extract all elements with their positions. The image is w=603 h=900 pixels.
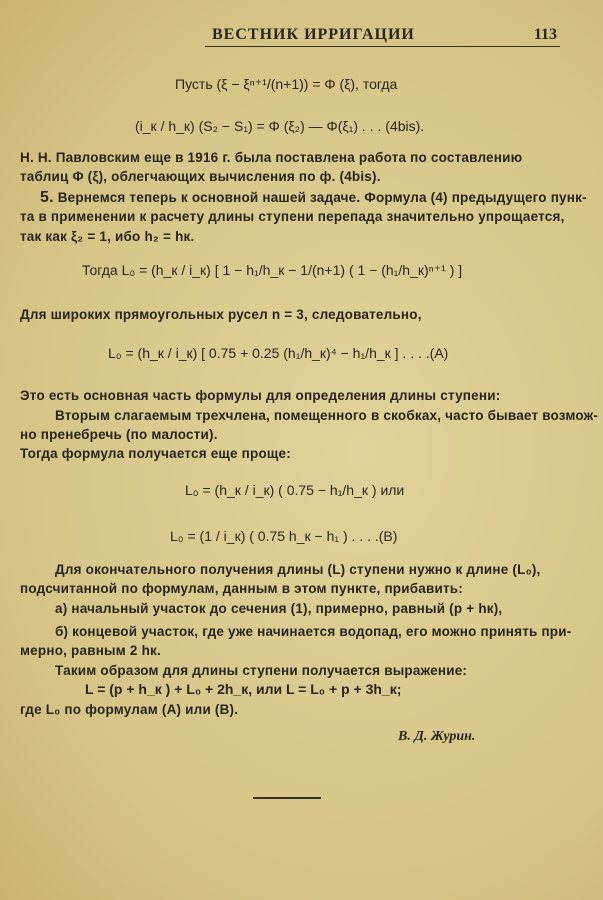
list-item-b: б) концевой участок, где уже начинается водопад, его можно принять при-: [55, 624, 572, 639]
paragraph-line: подсчитанной по формулам, данным в этом пункте, прибавить:: [20, 581, 464, 596]
paragraph-line: 5. Вернемся теперь к основной нашей задаче. Формула (4) предыдущего пунк-: [40, 189, 587, 206]
end-rule: [253, 797, 321, 799]
author-signature: В. Д. Журин.: [398, 729, 476, 744]
paragraph-line: где L₀ по формулам (A) или (B).: [20, 702, 239, 717]
paragraph-line: Тогда формула получается еще проще:: [20, 446, 291, 461]
list-item-a: а) начальный участок до сечения (1), примерно, равный (p + hк),: [55, 601, 503, 616]
paragraph-line: Для окончательного получения длины (L) ступени нужно к длине (L₀),: [55, 562, 541, 577]
paragraph-line: Н. Н. Павловским еще в 1916 г. была поставлена работа по составлению: [20, 150, 523, 165]
formula-l0-general: Тогда L₀ = (h_к / i_к) [ 1 − h₁/h_к − 1/(n+1) ( 1 − (h₁/h_к)ⁿ⁺¹ ) ]: [82, 262, 463, 278]
paragraph-line: та в применении к расчету длины ступени перепада значительно упрощается,: [20, 209, 565, 224]
paragraph-line: Таким образом для длины ступени получается выражение:: [55, 663, 468, 678]
paragraph-line: так как ξ₂ = 1, ибо h₂ = hк.: [20, 229, 195, 244]
formula-total-length: L = (p + h_к ) + L₀ + 2h_к, или L = L₀ + p + 3h_к;: [85, 681, 402, 697]
page-number: 113: [533, 26, 557, 43]
paragraph-line: таблиц Φ (ξ), облегчающих вычисления по ф. (4bis).: [20, 169, 381, 184]
paragraph-line: Для широких прямоугольных русел n = 3, следовательно,: [20, 307, 422, 322]
paragraph-line: но пренебречь (по малости).: [20, 427, 218, 442]
section-number: 5.: [40, 189, 54, 206]
paragraph-line: Вторым слагаемым трехчлена, помещенного в скобках, часто бывает возмож-: [55, 408, 599, 423]
list-item-b-cont: мерно, равным 2 hк.: [20, 643, 161, 658]
header-rule: [205, 46, 560, 47]
formula-phi-definition: Пусть (ξ − ξⁿ⁺¹/(n+1)) = Φ (ξ), тогда: [175, 76, 398, 92]
formula-b-intermediate: L₀ = (h_к / i_к) ( 0.75 − h₁/h_к ) или: [185, 482, 405, 498]
journal-title: ВЕСТНИК ИРРИГАЦИИ: [212, 26, 415, 43]
formula-b: L₀ = (1 / i_к) ( 0.75 h_к − h₁ ) . . . .(B): [170, 528, 398, 544]
paragraph-line: Это есть основная часть формулы для определения длины ступени:: [20, 388, 501, 403]
formula-4bis: (i_к / h_к) (S₂ − S₁) = Φ (ξ₂) — Φ(ξ₁) . . . (4bis).: [135, 118, 425, 134]
formula-a: L₀ = (h_к / i_к) [ 0.75 + 0.25 (h₁/h_к)⁴ − h₁/h_к ] . . . .(A): [108, 345, 449, 361]
